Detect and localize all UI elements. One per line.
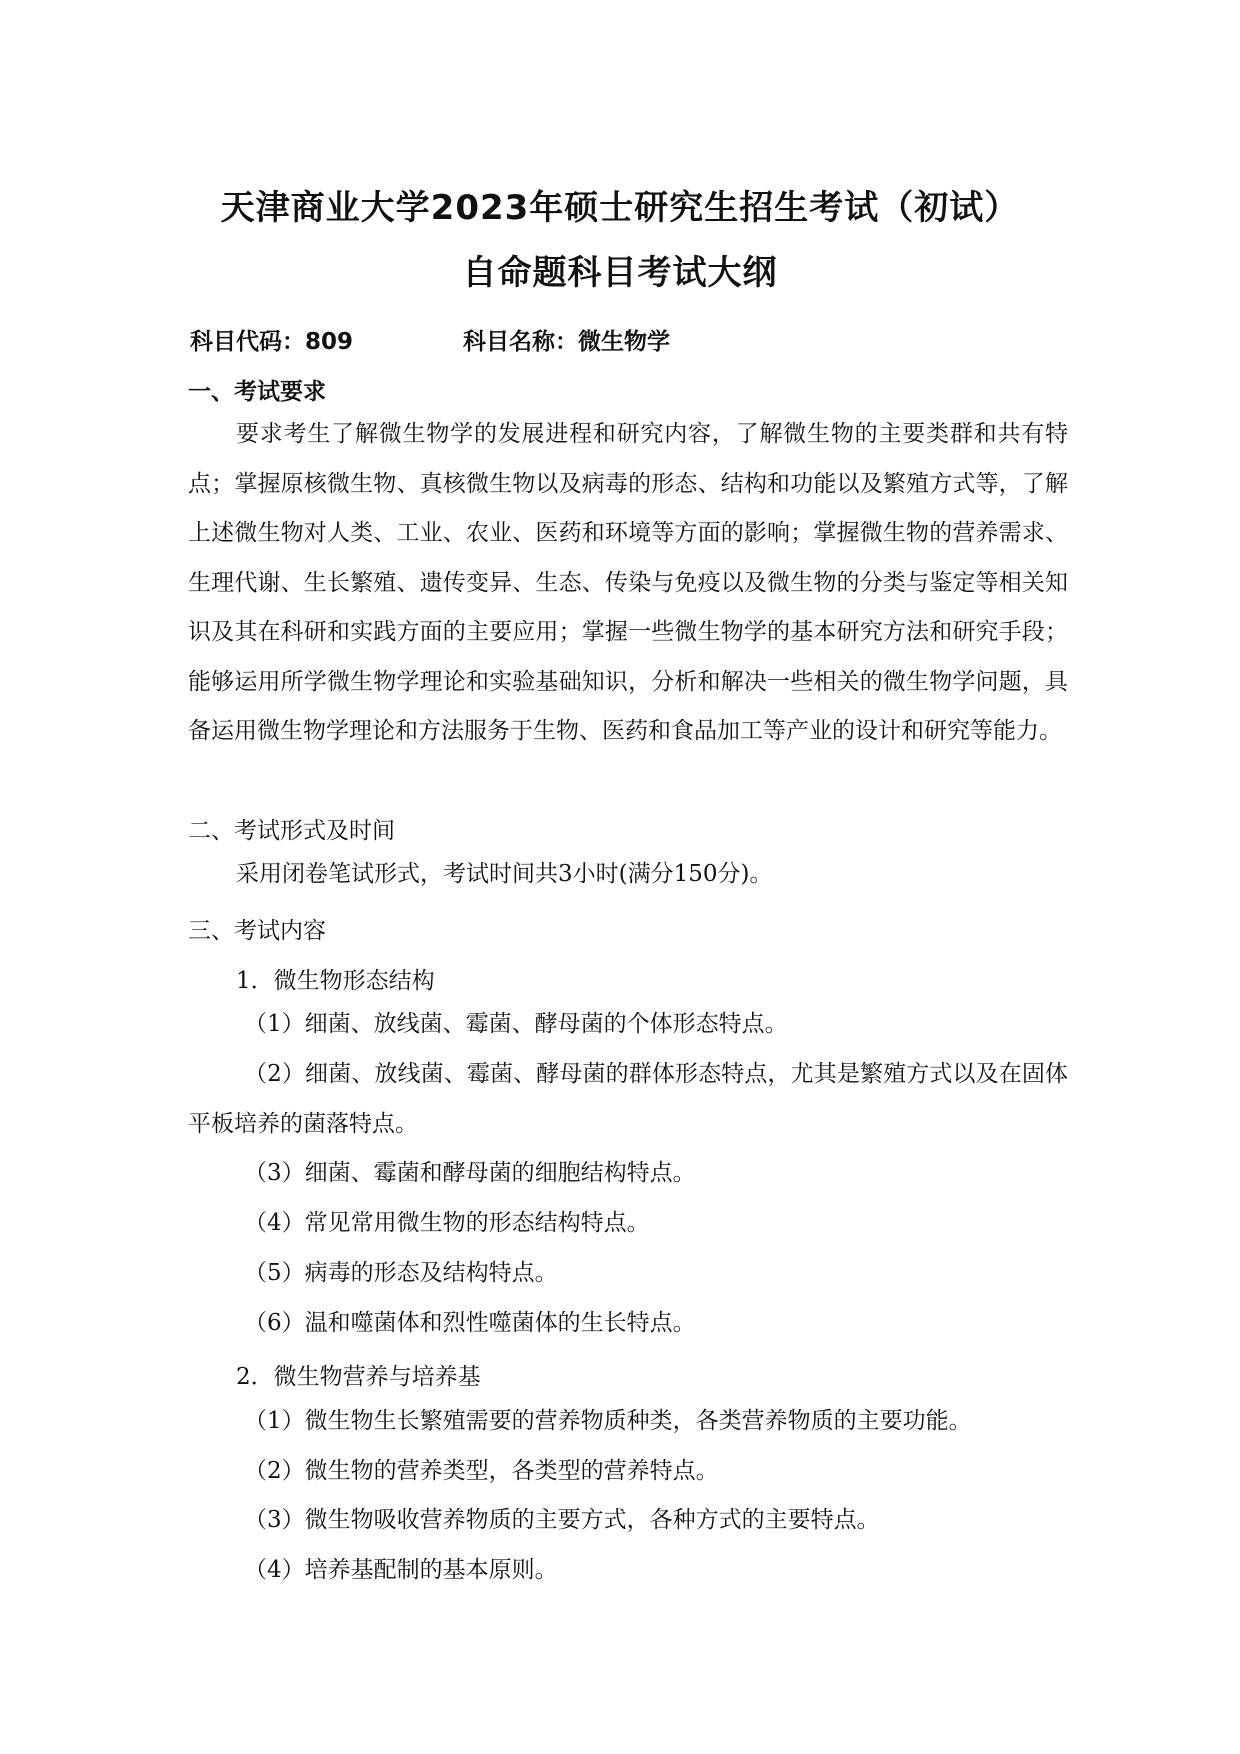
requirements-paragraph: 要求考生了解微生物学的发展进程和研究内容，了解微生物的主要类群和共有特点；掌握原核微生物、真核微生物以及病毒的形态、结构和功能以及繁殖方式等，了解上述微生物对人类、工业、农业、医药和环境等方面的影响；掌握微生物的营养需求、生理代谢、生长繁殖、遗传变异、生态、传染与免疫以及微生物的分类与鉴定等相关知识及其在科研和实践方面的主要应用；掌握一些微生物学的基本研究方法和研究手段；能够运用所学微生物学理论和实验基础知识，分析和解决一些相关的微生物学问题，具备运用微生物学理论和方法服务于生物、医药和食品加工等产业的设计和研究等能力。	[188, 421, 1068, 744]
list-item: （1）微生物生长繁殖需要的营养物质种类，各类营养物质的主要功能。	[244, 1408, 972, 1434]
list-item: （4）常见常用微生物的形态结构特点。	[244, 1210, 650, 1236]
list-item: （2）细菌、放线菌、霉菌、酵母菌的群体形态特点，尤其是繁殖方式以及在固体平板培养的菌落特点。	[188, 1061, 1068, 1137]
format-paragraph: 采用闭卷笔试形式，考试时间共3小时(满分150分)。	[236, 861, 773, 887]
list-item: （1）细菌、放线菌、霉菌、酵母菌的个体形态特点。	[244, 1011, 788, 1037]
list-item: （4）培养基配制的基本原则。	[244, 1557, 558, 1583]
list-item: （5）病毒的形态及结构特点。	[244, 1260, 558, 1286]
section-heading-format: 二、考试形式及时间	[188, 818, 395, 844]
subject-name: 科目名称：微生物学	[463, 329, 670, 355]
list-item: （6）温和噬菌体和烈性噬菌体的生长特点。	[244, 1310, 696, 1336]
document-subtitle: 自命题科目考试大纲	[462, 253, 778, 293]
document-title: 天津商业大学2023年硕士研究生招生考试（初试）	[220, 188, 1020, 228]
section-heading-content: 三、考试内容	[188, 918, 326, 944]
list-item: （3）微生物吸收营养物质的主要方式，各种方式的主要特点。	[244, 1507, 880, 1533]
topic-heading-nutrition: 2．微生物营养与培养基	[236, 1364, 481, 1390]
section-heading-requirements: 一、考试要求	[188, 379, 326, 405]
topic-heading-morphology: 1．微生物形态结构	[236, 968, 435, 994]
list-item: （2）微生物的营养类型，各类型的营养特点。	[244, 1458, 719, 1484]
subject-code: 科目代码：809	[190, 329, 354, 355]
list-item: （3）细菌、霉菌和酵母菌的细胞结构特点。	[244, 1160, 696, 1186]
